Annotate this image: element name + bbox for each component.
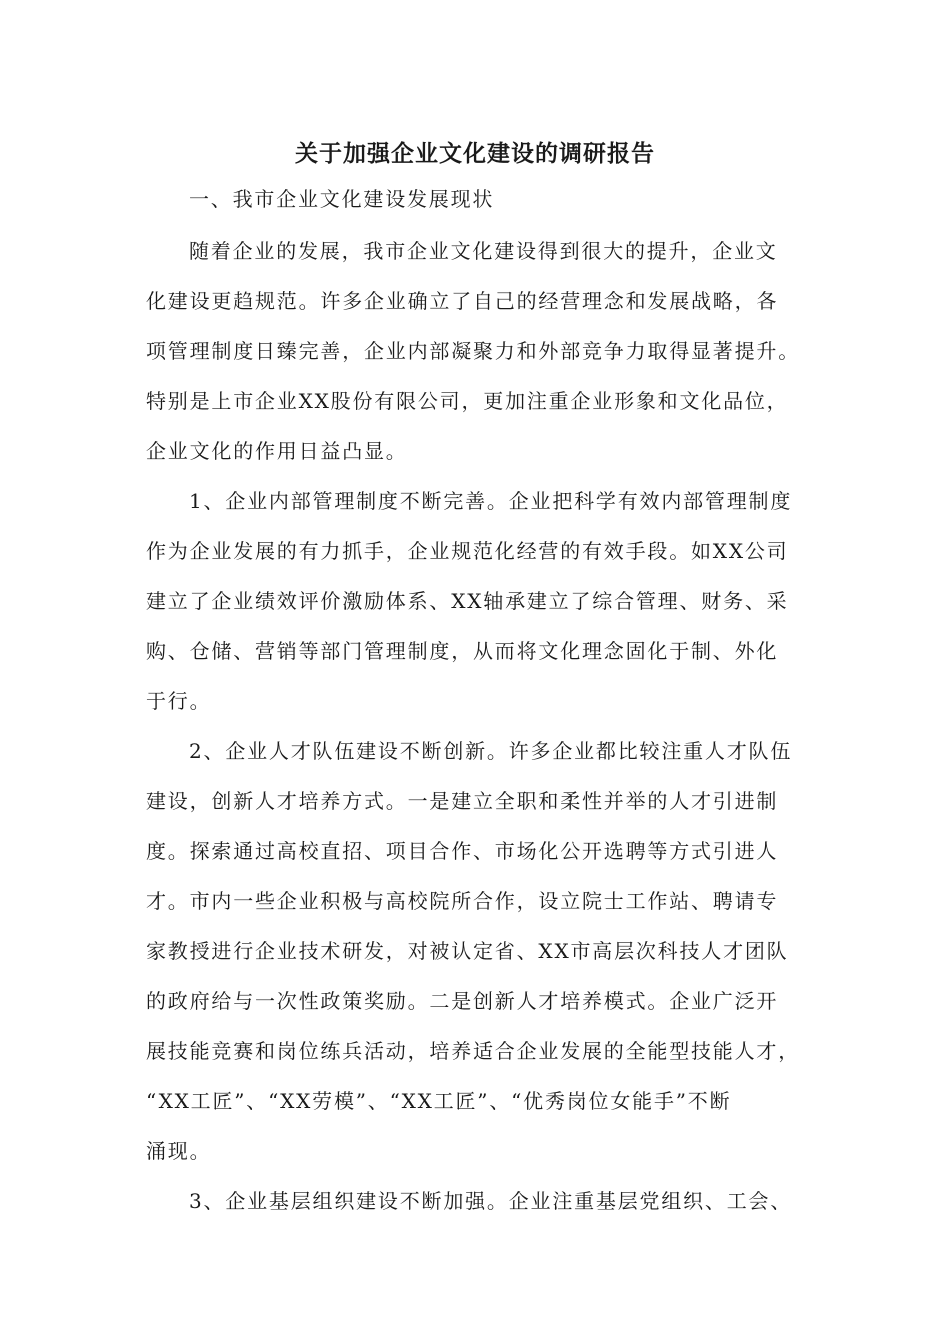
- paragraph-line: 于行。: [146, 689, 212, 713]
- paragraph-line: 3、企业基层组织建设不断加强。企业注重基层党组织、工会、: [189, 1189, 793, 1213]
- paragraph-line: 化建设更趋规范。许多企业确立了自己的经营理念和发展战略，各: [146, 289, 779, 313]
- paragraph-line: 购、仓储、营销等部门管理制度，从而将文化理念固化于制、外化: [146, 639, 779, 663]
- paragraph-line: 才。市内一些企业积极与高校院所合作，设立院士工作站、聘请专: [146, 889, 779, 913]
- paragraph-line: 1、企业内部管理制度不断完善。企业把科学有效内部管理制度: [189, 489, 793, 513]
- paragraph-line: 企业文化的作用日益凸显。: [146, 439, 408, 463]
- paragraph-line: 2、企业人才队伍建设不断创新。许多企业都比较注重人才队伍: [189, 739, 793, 763]
- paragraph-line: 建立了企业绩效评价激励体系、XX轴承建立了综合管理、财务、采: [146, 589, 789, 613]
- paragraph-line: 项管理制度日臻完善，企业内部凝聚力和外部竞争力取得显著提升。: [146, 339, 800, 363]
- paragraph-line: 涌现。: [146, 1139, 212, 1163]
- paragraph-line: 度。探索通过高校直招、项目合作、市场化公开选聘等方式引进人: [146, 839, 779, 863]
- paragraph-line: 的政府给与一次性政策奖励。二是创新人才培养模式。企业广泛开: [146, 989, 779, 1013]
- paragraph-line: 作为企业发展的有力抓手，企业规范化经营的有效手段。如XX公司: [146, 539, 789, 563]
- paragraph-line: 家教授进行企业技术研发，对被认定省、XX市高层次科技人才团队: [146, 939, 789, 963]
- paragraph-line: 建设，创新人才培养方式。一是建立全职和柔性并举的人才引进制: [146, 789, 779, 813]
- section-heading: 一、我市企业文化建设发展现状: [189, 187, 495, 211]
- paragraph-line: 随着企业的发展，我市企业文化建设得到很大的提升，企业文: [189, 239, 778, 263]
- document-title: 关于加强企业文化建设的调研报告: [295, 140, 655, 167]
- paragraph-line: 特别是上市企业XX股份有限公司，更加注重企业形象和文化品位，: [146, 389, 789, 413]
- paragraph-line: 展技能竞赛和岗位练兵活动，培养适合企业发展的全能型技能人才，: [146, 1039, 800, 1063]
- paragraph-line: “XX工匠”、“XX劳模”、“XX工匠”、“优秀岗位女能手”不断: [146, 1089, 732, 1113]
